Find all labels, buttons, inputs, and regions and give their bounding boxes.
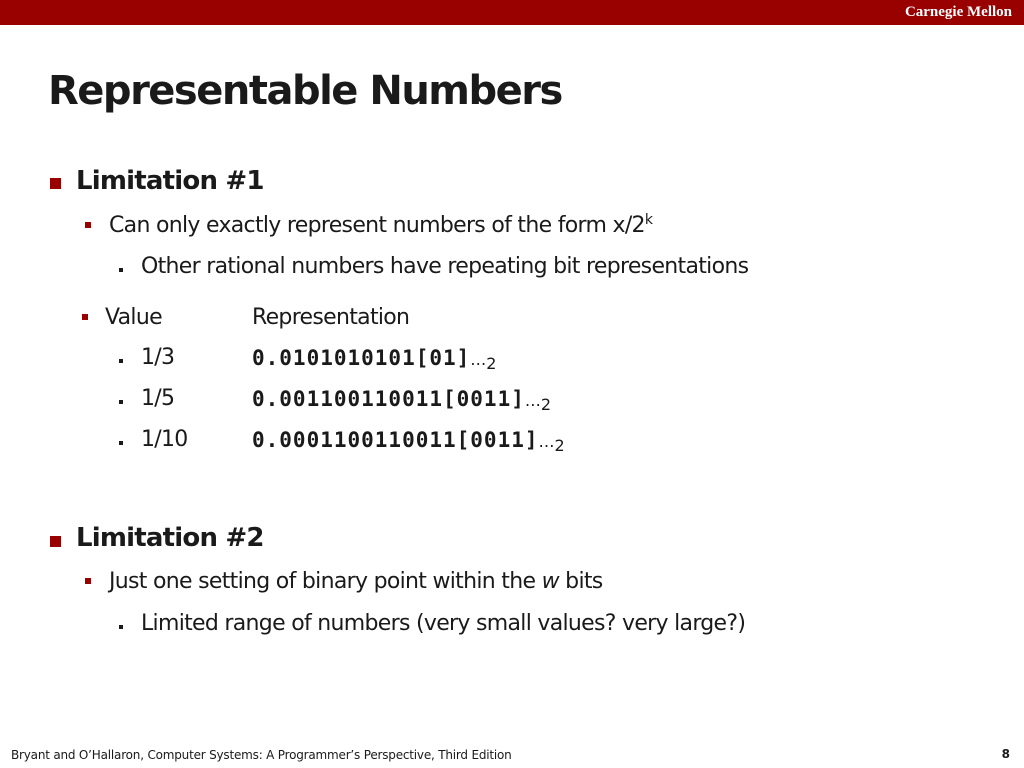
row-value: 1/10 [141, 427, 188, 452]
base-subscript: 2 [554, 436, 565, 455]
binary-digits: 0.001100110011[0011] [252, 387, 525, 411]
level2-bullet-icon [82, 314, 88, 320]
level1-bullet-icon [50, 178, 61, 189]
level1-bullet-icon [50, 536, 61, 547]
base-subscript: 2 [540, 395, 552, 414]
repeat-marker [538, 432, 565, 455]
level3-bullet-icon [119, 359, 123, 363]
level2-bullet-icon [85, 578, 91, 584]
row-representation [252, 387, 551, 414]
header-bar [0, 0, 1024, 25]
ellipsis: … [538, 432, 555, 451]
row-representation [252, 428, 565, 455]
limitation2-point [109, 569, 603, 594]
repeat-marker [470, 350, 497, 373]
level2-bullet-icon [85, 222, 91, 228]
limitation2-point-after: bits [558, 569, 603, 594]
row-value: 1/5 [141, 386, 175, 411]
limitation2-heading: Limitation #2 [76, 523, 264, 553]
binary-digits: 0.0101010101[01] [252, 346, 471, 370]
slide-title: Representable Numbers [48, 68, 562, 114]
binary-digits: 0.0001100110011[0011] [252, 428, 539, 452]
level3-bullet-icon [119, 625, 123, 629]
limitation1-point-text: Can only exactly represent numbers of the form x/2 [109, 213, 645, 238]
row-representation [252, 346, 496, 373]
institution-name: Carnegie Mellon [904, 4, 1012, 20]
limitation2-subpoint: Limited range of numbers (very small values? very large?) [141, 611, 746, 636]
limitation2-point-before: Just one setting of binary point within the [109, 569, 542, 594]
ellipsis: … [470, 350, 487, 369]
footer-citation: Bryant and O’Hallaron, Computer Systems: A Programmer’s Perspective, Third Edition [11, 748, 512, 762]
limitation1-heading: Limitation #1 [76, 166, 264, 196]
limitation1-subpoint: Other rational numbers have repeating bit representations [141, 254, 749, 279]
level3-bullet-icon [119, 268, 123, 272]
row-value: 1/3 [141, 345, 175, 370]
level3-bullet-icon [119, 441, 123, 445]
exponent-k: k [644, 212, 653, 228]
level3-bullet-icon [119, 400, 123, 404]
limitation1-point [109, 212, 653, 238]
ellipsis: … [524, 391, 541, 410]
table-header-value: Value [105, 305, 162, 330]
page-number: 8 [1001, 747, 1010, 761]
table-header-representation: Representation [252, 305, 410, 330]
limitation2-point-emphasis: w [541, 569, 559, 594]
repeat-marker [524, 391, 552, 414]
base-subscript: 2 [486, 354, 497, 373]
